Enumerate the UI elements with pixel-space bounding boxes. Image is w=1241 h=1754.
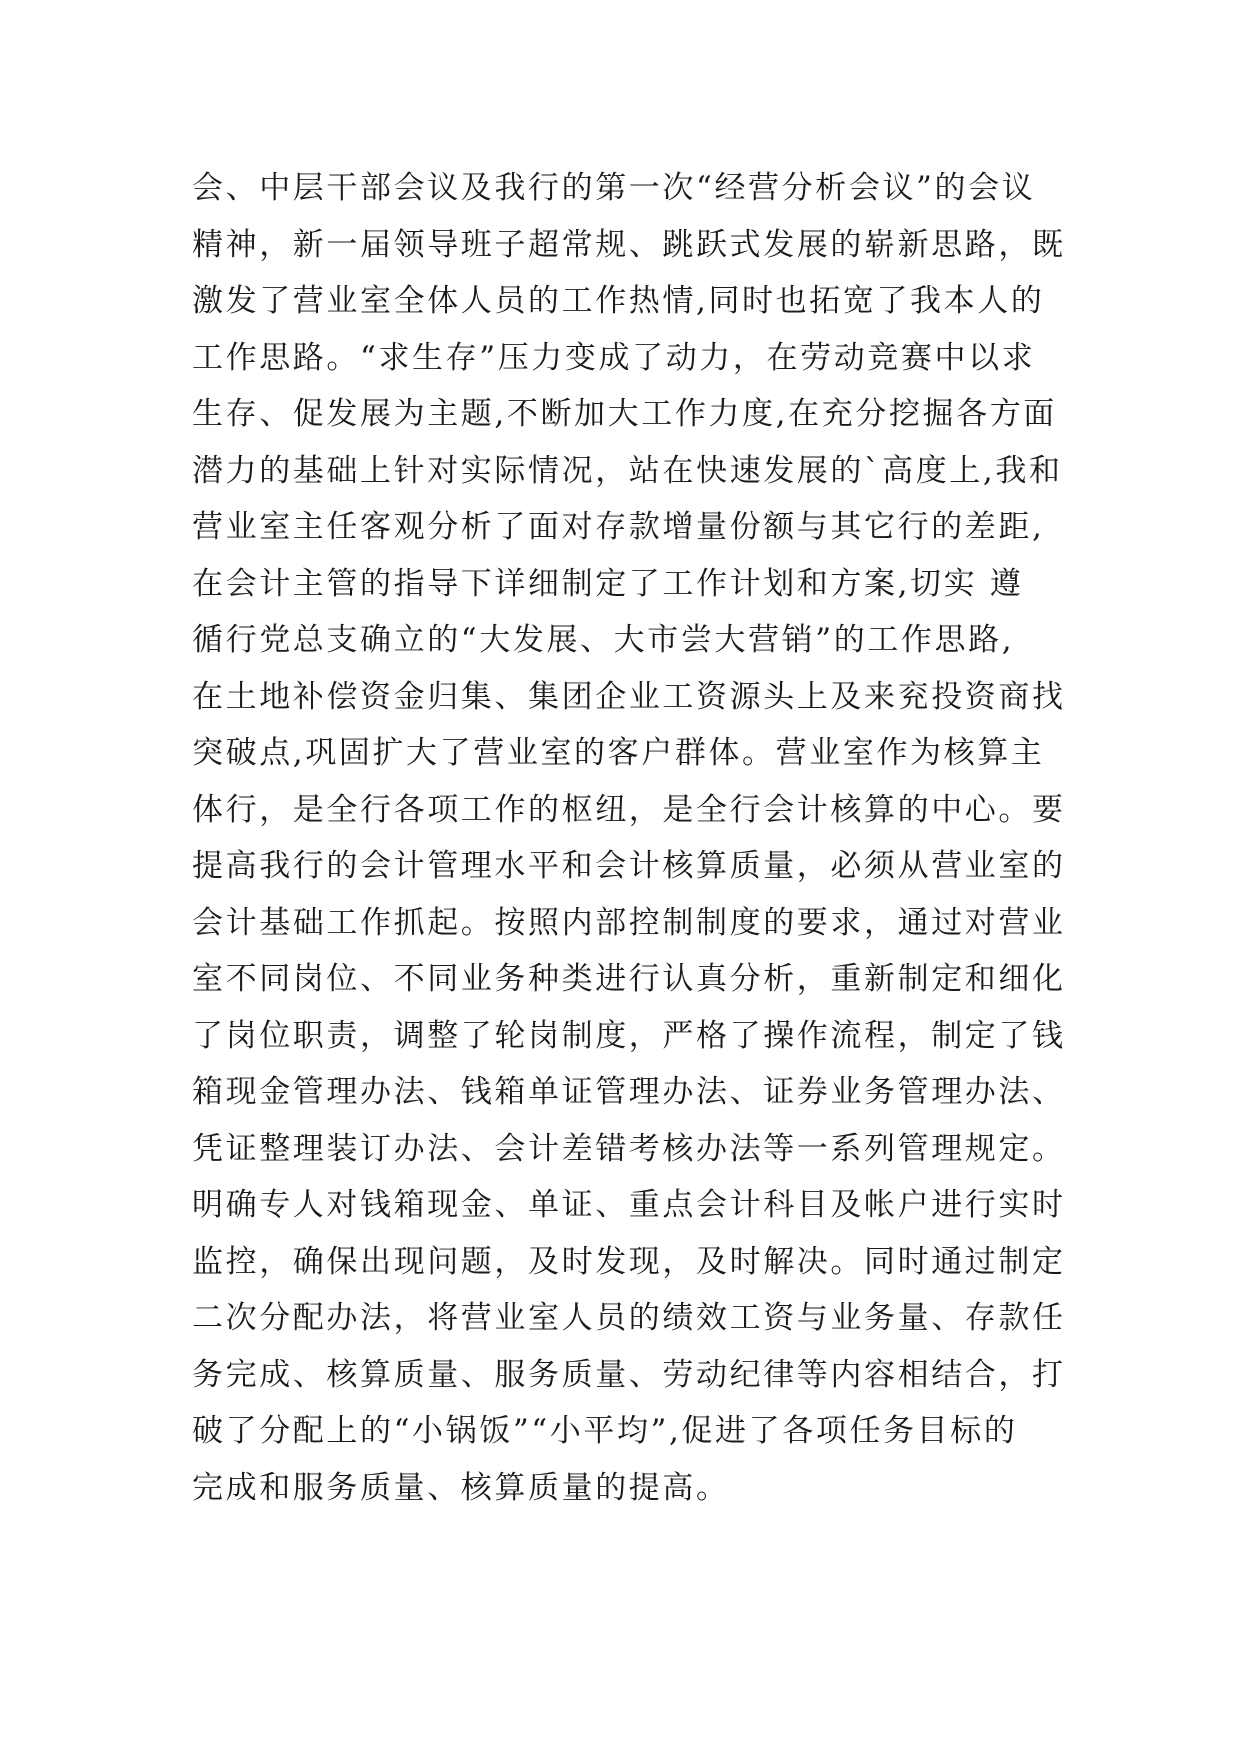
text-line: 二次分配办法，将营业室人员的绩效工资与业务量、存款任 (192, 1300, 1066, 1336)
text-line: 箱现金管理办法、钱箱单证管理办法、证券业务管理办法、 (192, 1074, 1066, 1110)
text-line: 破了分配上的“小锅饭”“小平均”,促进了各项任务目标的 (192, 1413, 1018, 1449)
text-line: 监控，确保出现问题，及时发现，及时解决。同时通过制定 (192, 1243, 1066, 1280)
text-line: 明确专人对钱箱现金、单证、重点会计科目及帐户进行实时 (192, 1187, 1066, 1223)
text-line: 突破点,巩固扩大了营业室的客户群体。营业室作为核算主 (192, 735, 1045, 771)
body-paragraph (192, 160, 1092, 1516)
text-line: 会、中层干部会议及我行的第一次“经营分析会议”的会议 (192, 170, 1036, 206)
text-line: 循行党总支确立的“大发展、大市尝大营销”的工作思路, (192, 622, 1015, 658)
text-line: 生存、促发展为主题,不断加大工作力度,在充分挖掘各方面 (192, 396, 1057, 432)
text-line: 提高我行的会计管理水平和会计核算质量，必须从营业室的 (192, 848, 1066, 884)
text-line: 激发了营业室全体人员的工作热情,同时也拓宽了我本人的 (192, 283, 1045, 319)
text-line: 室不同岗位、不同业务种类进行认真分析，重新制定和细化 (192, 961, 1066, 997)
text-line: 潜力的基础上针对实际情况，站在快速发展的`高度上,我和 (192, 452, 1063, 489)
text-line: 在会计主管的指导下详细制定了工作计划和方案,切实 遵 (192, 565, 1024, 602)
text-line: 了岗位职责，调整了轮岗制度，严格了操作流程，制定了钱 (192, 1017, 1066, 1054)
text-line: 完成和服务质量、核算质量的提高。 (192, 1469, 730, 1506)
text-line: 会计基础工作抓起。按照内部控制制度的要求，通过对营业 (192, 904, 1066, 941)
text-line: 营业室主任客观分析了面对存款增量份额与其它行的差距, (192, 509, 1045, 545)
text-line: 在土地补偿资金归集、集团企业工资源头上及来兖投资商找 (192, 678, 1066, 715)
text-line: 务完成、核算质量、服务质量、劳动纪律等内容相结合，打 (192, 1356, 1066, 1393)
text-line: 凭证整理装订办法、会计差错考核办法等一系列管理规定。 (192, 1130, 1066, 1167)
text-line: 体行，是全行各项工作的枢纽，是全行会计核算的中心。要 (192, 791, 1066, 828)
text-line: 工作思路。“求生存”压力变成了动力，在劳动竞赛中以求 (192, 339, 1036, 376)
text-line: 精神，新一届领导班子超常规、跳跃式发展的崭新思路，既 (192, 226, 1066, 263)
